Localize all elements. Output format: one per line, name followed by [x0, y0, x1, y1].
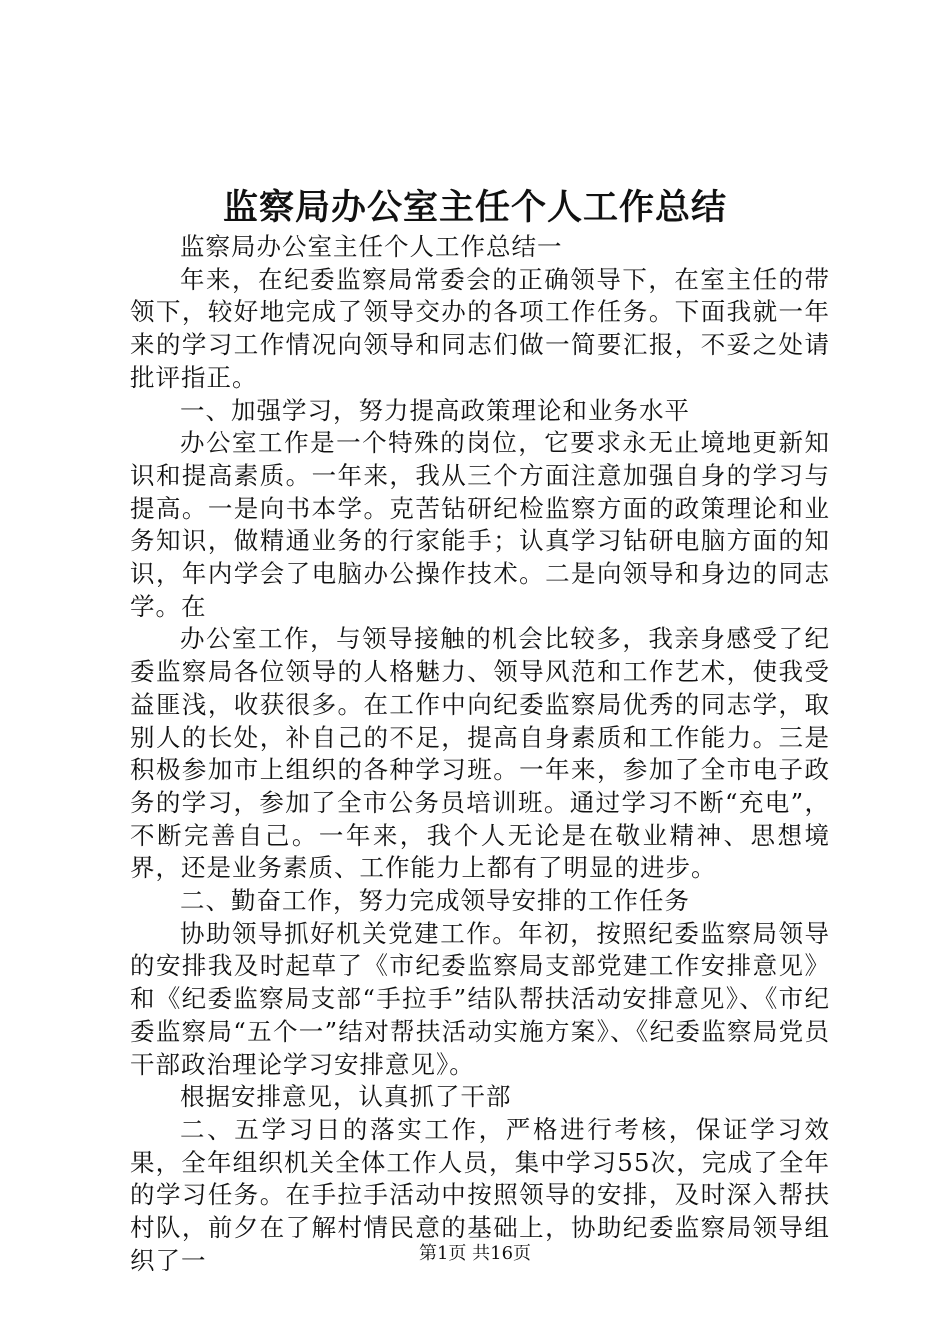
page-footer: 第1页 共16页	[418, 1243, 532, 1264]
section-heading-2: 二、勤奋工作，努力完成领导安排的工作任务	[180, 886, 690, 916]
paragraph-party-building: 协助领导抓好机关党建工作。年初，按照纪委监察局领导的安排我及时起草了《市纪委监察局支部党建工作安排意见》和《纪委监察局支部“手拉手”结队帮扶活动安排意见》、《市纪委监察局“五个一”结对帮扶活动实施方案》、《纪委监察局党员干部政治理论学习安排意见》。	[130, 918, 830, 1079]
document-body	[130, 231, 830, 1278]
paragraph-intro: 年来，在纪委监察局常委会的正确领导下，在室主任的带领下，较好地完成了领导交办的各项工作任务。下面我就一年来的学习工作情况向领导和同志们做一简要汇报，不妥之处请批评指正。	[130, 264, 830, 392]
paragraph-arrangement: 根据安排意见，认真抓了干部	[180, 1082, 512, 1112]
paragraph-subtitle: 监察局办公室主任个人工作总结一	[180, 232, 563, 261]
section-heading-1: 一、加强学习，努力提高政策理论和业务水平	[180, 395, 690, 425]
paragraph-study-day: 二、五学习日的落实工作，严格进行考核，保证学习效果，全年组织机关全体工作人员，集中学习55次，完成了全年的学习任务。在手拉手活动中按照领导的安排，及时深入帮扶村队，前夕在了解村情民意的基础上，协助纪委监察局领导组织了一	[130, 1114, 830, 1275]
paragraph-study-1: 办公室工作是一个特殊的岗位，它要求永无止境地更新知识和提高素质。一年来，我从三个方面注意加强自身的学习与提高。一是向书本学。克苦钻研纪检监察方面的政策理论和业务知识，做精通业务的行家能手；认真学习钻研电脑方面的知识，年内学会了电脑办公操作技术。二是向领导和身边的同志学。在	[130, 428, 830, 621]
document-title: 监察局办公室主任个人工作总结	[222, 187, 727, 228]
paragraph-study-2: 办公室工作，与领导接触的机会比较多，我亲身感受了纪委监察局各位领导的人格魅力、领导风范和工作艺术，使我受益匪浅，收获很多。在工作中向纪委监察局优秀的同志学，取别人的长处，补自己的不足，提高自身素质和工作能力。三是积极参加市上组织的各种学习班。一年来，参加了全市电子政务的学习，参加了全市公务员培训班。通过学习不断“充电”，不断完善自己。一年来，我个人无论是在敬业精神、思想境界，还是业务素质、工作能力上都有了明显的进步。	[130, 624, 830, 883]
